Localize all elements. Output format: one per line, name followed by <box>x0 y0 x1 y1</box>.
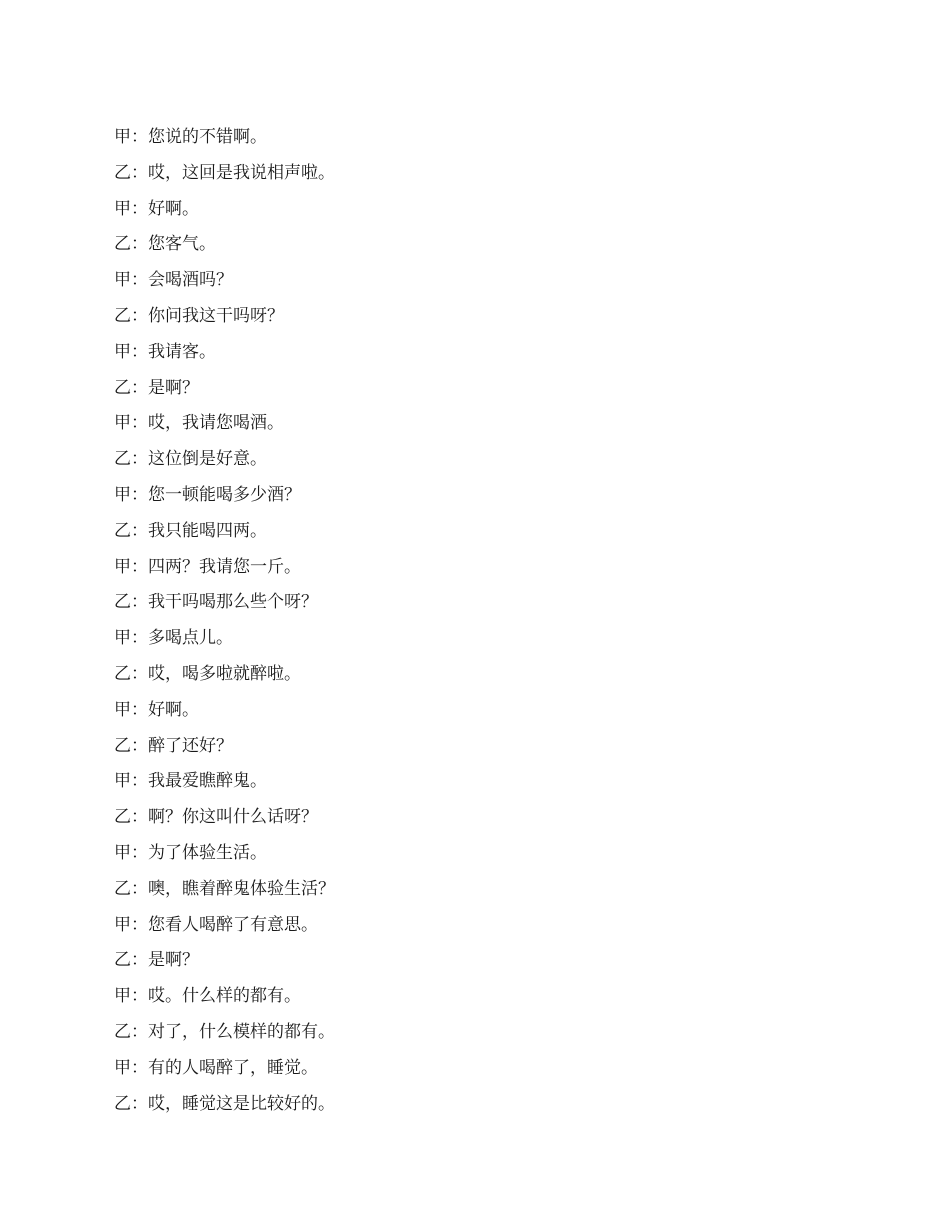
dialogue-line: 乙：哎，喝多啦就醉啦。 <box>114 663 301 684</box>
dialogue-line: 甲：多喝点儿。 <box>114 628 233 649</box>
dialogue-line: 乙：我干吗喝那么些个呀？ <box>114 592 318 613</box>
dialogue-transcript <box>114 124 335 1126</box>
dialogue-line: 甲：您一顿能喝多少酒？ <box>114 484 301 505</box>
dialogue-line: 乙：噢，瞧着醉鬼体验生活？ <box>114 878 335 899</box>
dialogue-line: 乙：醉了还好？ <box>114 735 233 756</box>
dialogue-line: 甲：哎，我请您喝酒。 <box>114 413 284 434</box>
dialogue-line: 甲：四两？我请您一斤。 <box>114 556 301 577</box>
dialogue-line: 乙：是啊？ <box>114 950 199 971</box>
dialogue-line: 甲：您看人喝醉了有意思。 <box>114 914 318 935</box>
dialogue-line: 甲：为了体验生活。 <box>114 842 267 863</box>
dialogue-line: 甲：我请客。 <box>114 341 216 362</box>
dialogue-line: 甲：好啊。 <box>114 699 199 720</box>
dialogue-line: 甲：哎。什么样的都有。 <box>114 986 301 1007</box>
dialogue-line: 乙：啊？你这叫什么话呀？ <box>114 807 318 828</box>
dialogue-line: 乙：我只能喝四两。 <box>114 520 267 541</box>
dialogue-line: 乙：哎，这回是我说相声啦。 <box>114 162 335 183</box>
dialogue-line: 乙：这位倒是好意。 <box>114 449 267 470</box>
dialogue-line: 甲：会喝酒吗？ <box>114 270 233 291</box>
dialogue-line: 乙：您客气。 <box>114 234 216 255</box>
dialogue-line: 乙：对了，什么模样的都有。 <box>114 1021 335 1042</box>
dialogue-line: 甲：好啊。 <box>114 198 199 219</box>
dialogue-line: 乙：你问我这干吗呀？ <box>114 305 284 326</box>
dialogue-line: 乙：哎，睡觉这是比较好的。 <box>114 1093 335 1114</box>
dialogue-line: 甲：有的人喝醉了，睡觉。 <box>114 1057 318 1078</box>
dialogue-line: 甲：我最爱瞧醉鬼。 <box>114 771 267 792</box>
dialogue-line: 甲：您说的不错啊。 <box>114 127 267 147</box>
dialogue-line: 乙：是啊？ <box>114 377 199 398</box>
